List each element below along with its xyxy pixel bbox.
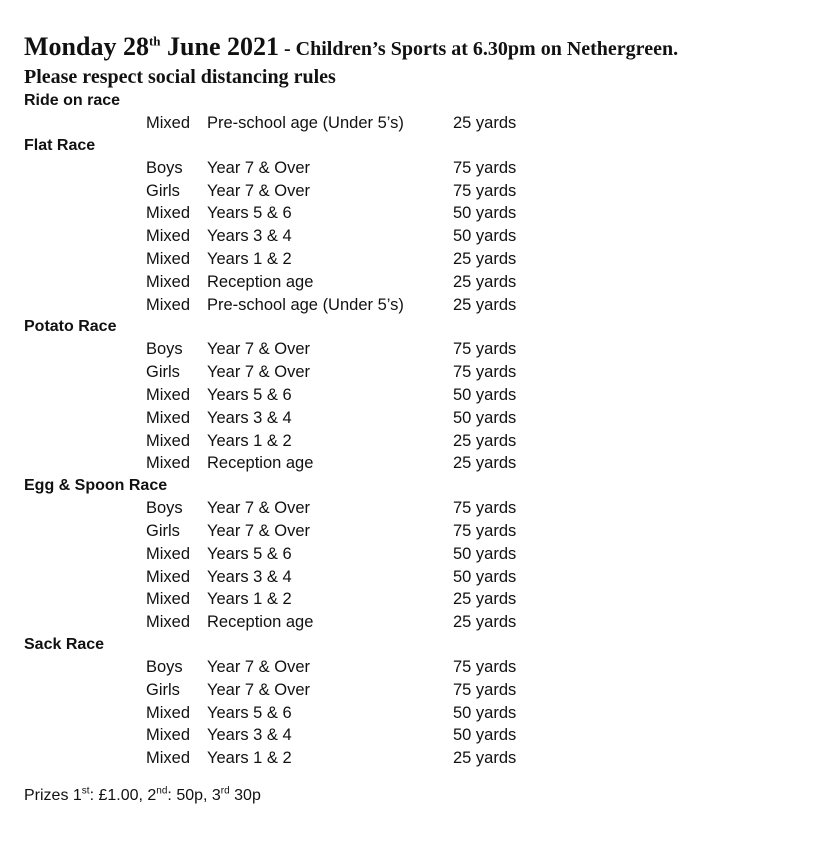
race-gender: Boys [146,158,183,177]
title-date-suffix: June 2021 [160,32,279,61]
race-distance: 25 yards [453,249,517,268]
race-row [24,702,814,725]
race-schedule-document [24,30,814,808]
race-distance: 25 yards [453,613,517,632]
title-date-ordinal: th [148,33,161,49]
race-gender: Girls [146,181,180,200]
race-gender: Mixed [146,114,191,132]
race-row [24,452,814,475]
race-distance: 75 yards [453,363,517,382]
prize-first-value: : £1.00, 2 [89,786,157,804]
race-gender: Mixed [146,749,191,768]
race-age-group: Years 1 & 2 [207,431,292,450]
prizes-label: Prizes 1 [24,786,82,804]
race-gender: Mixed [146,703,191,722]
race-age-group: Year 7 & Over [207,158,311,177]
race-row [24,520,814,543]
race-gender: Girls [146,363,180,382]
race-row [24,338,814,361]
race-age-group: Year 7 & Over [207,657,311,676]
race-age-group: Years 3 & 4 [207,567,292,586]
race-age-group: Pre-school age (Under 5’s) [207,295,404,314]
race-age-group: Year 7 & Over [207,521,311,540]
race-row [24,202,814,225]
race-row [24,407,814,430]
race-age-group: Reception age [207,272,314,291]
spacer [24,770,814,784]
race-distance: 25 yards [453,114,517,132]
race-age-group: Years 1 & 2 [207,749,292,768]
race-gender: Mixed [146,613,191,632]
race-gender: Mixed [146,204,191,223]
race-gender: Mixed [146,431,191,450]
race-distance: 75 yards [453,657,517,676]
race-row [24,656,814,679]
prize-third-value: 30p [229,786,261,804]
race-age-group: Years 1 & 2 [207,590,292,609]
race-row [24,747,814,770]
race-gender: Mixed [146,590,191,609]
race-row [24,361,814,384]
race-row [24,611,814,634]
race-age-group: Reception age [207,454,314,473]
race-gender: Boys [146,499,183,518]
race-sections [24,90,814,770]
race-age-group: Year 7 & Over [207,363,311,382]
race-gender: Girls [146,521,180,540]
race-gender: Mixed [146,567,191,586]
race-gender: Mixed [146,249,191,268]
race-row [24,679,814,702]
race-row [24,566,814,589]
race-distance: 50 yards [453,385,517,404]
race-distance: 25 yards [453,590,517,609]
race-age-group: Pre-school age (Under 5’s) [207,114,404,132]
race-age-group: Year 7 & Over [207,340,311,359]
race-row [24,294,814,317]
race-row [24,384,814,407]
race-age-group: Year 7 & Over [207,680,311,699]
race-row [24,180,814,203]
title-date [24,32,279,61]
race-gender: Boys [146,340,183,359]
race-gender: Mixed [146,408,191,427]
race-gender: Mixed [146,272,191,291]
race-distance: 75 yards [453,158,517,177]
race-distance: 25 yards [453,295,517,314]
race-distance: 50 yards [453,703,517,722]
title-separator: - [279,38,296,60]
race-gender: Mixed [146,295,191,314]
race-row [24,588,814,611]
race-gender: Mixed [146,385,191,404]
race-distance: 50 yards [453,408,517,427]
race-distance: 75 yards [453,340,517,359]
prize-third-ordinal: rd [220,785,230,797]
race-distance: 75 yards [453,181,517,200]
race-gender: Mixed [146,544,191,563]
race-age-group: Years 5 & 6 [207,544,292,563]
race-distance: 75 yards [453,680,517,699]
prize-second-ordinal: nd [156,785,168,797]
race-distance: 50 yards [453,567,517,586]
race-age-group: Years 5 & 6 [207,385,292,404]
race-row [24,157,814,180]
race-row [24,430,814,453]
race-gender: Boys [146,657,183,676]
prize-first-ordinal: st [81,785,90,797]
race-category-heading: Ride on race [24,92,121,109]
race-age-group: Years 3 & 4 [207,227,292,246]
race-distance: 25 yards [453,749,517,768]
race-age-group: Years 5 & 6 [207,703,292,722]
race-distance: 50 yards [453,204,517,223]
race-gender: Mixed [146,454,191,473]
race-distance: 75 yards [453,521,517,540]
race-row [24,225,814,248]
race-row [24,112,814,135]
race-age-group: Years 3 & 4 [207,726,292,745]
race-gender: Mixed [146,227,191,246]
race-row [24,724,814,747]
prize-second-value: : 50p, 3 [167,786,221,804]
race-age-group: Reception age [207,613,314,632]
title-event: Children’s Sports at 6.30pm on Nethergreen. [295,38,679,60]
race-age-group: Years 5 & 6 [207,204,292,223]
race-row [24,248,814,271]
race-distance: 50 yards [453,227,517,246]
race-distance: 50 yards [453,726,517,745]
title-date-prefix: Monday 28 [24,32,149,61]
race-age-group: Year 7 & Over [207,181,311,200]
page-title [24,30,814,64]
page-subtitle: Please respect social distancing rules [24,66,336,88]
race-distance: 75 yards [453,499,517,518]
race-age-group: Years 1 & 2 [207,249,292,268]
race-distance: 25 yards [453,272,517,291]
race-distance: 25 yards [453,431,517,450]
race-row [24,543,814,566]
race-row [24,497,814,520]
race-category-heading: Potato Race [24,318,117,336]
race-age-group: Years 3 & 4 [207,408,292,427]
race-gender: Girls [146,680,180,699]
race-age-group: Year 7 & Over [207,499,311,518]
race-category-heading: Egg & Spoon Race [24,477,168,495]
race-category-heading: Sack Race [24,635,105,653]
race-category-heading: Flat Race [24,136,96,154]
race-distance: 50 yards [453,544,517,563]
race-gender: Mixed [146,726,191,745]
race-row [24,271,814,294]
prizes-line [24,784,814,808]
race-distance: 25 yards [453,454,517,473]
